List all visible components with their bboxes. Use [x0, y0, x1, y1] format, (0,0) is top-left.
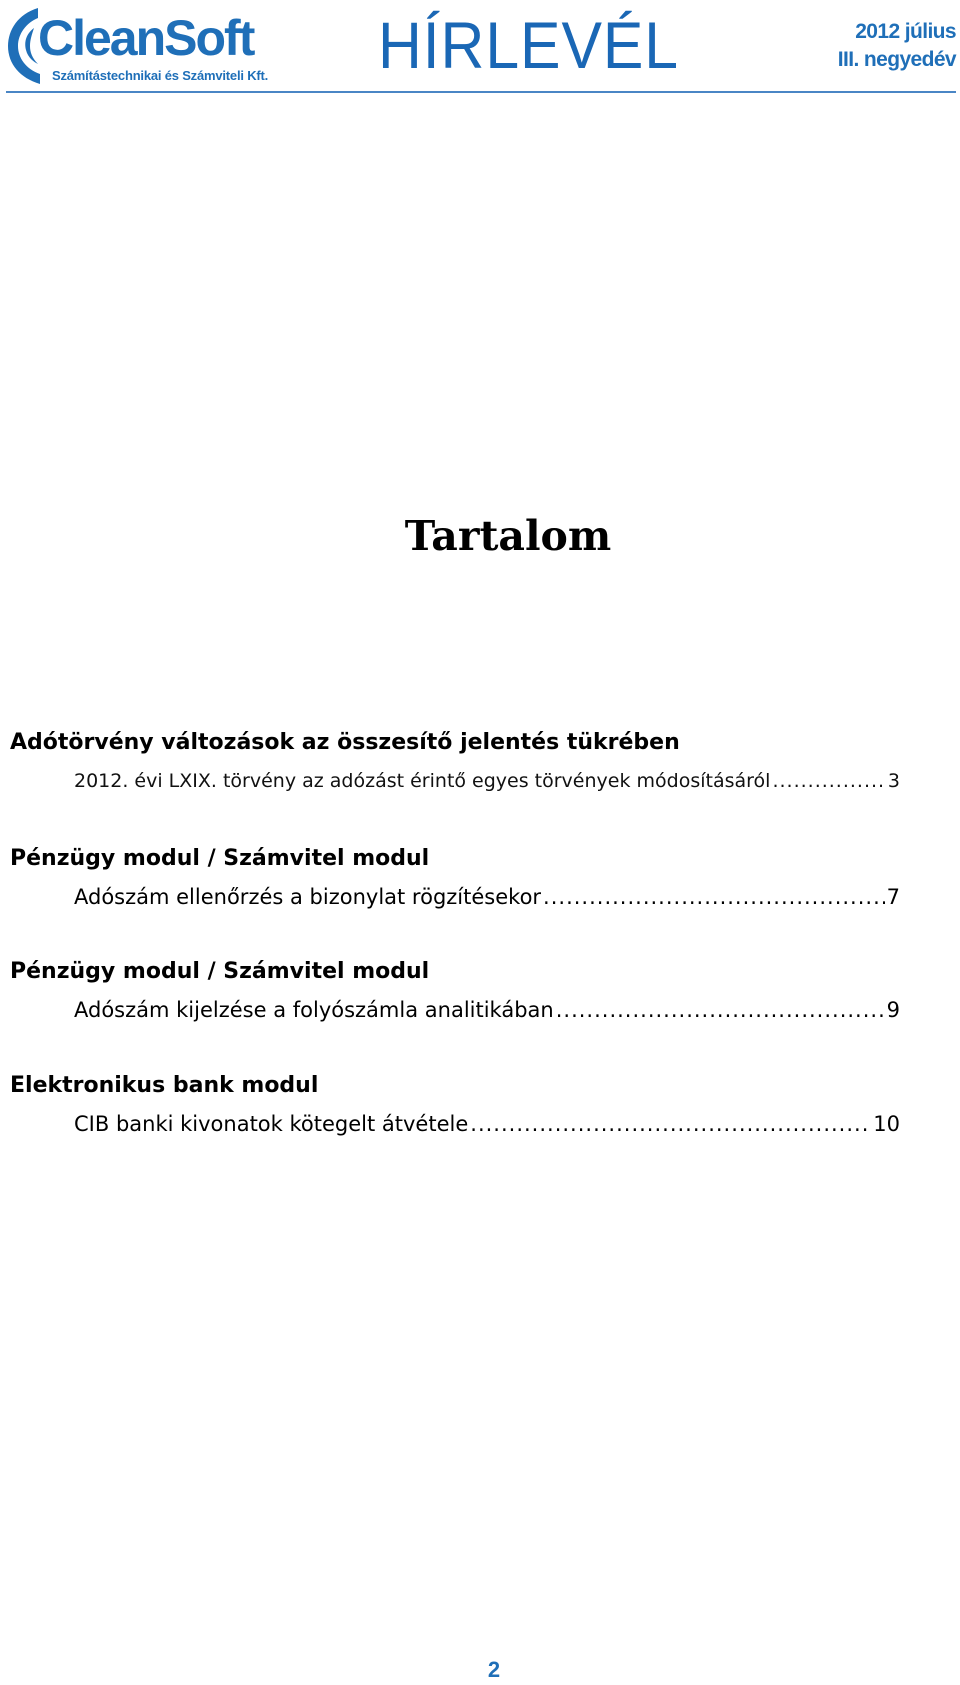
page-title: Tartalom: [404, 512, 612, 560]
toc-entry-title: 2012. évi LXIX. törvény az adózást érintő egyes törvények módosításáról: [74, 770, 771, 792]
toc-entry-title: Adószám ellenőrzés a bizonylat rögzítésekor: [74, 885, 542, 909]
cleansoft-logo: [4, 4, 274, 88]
newsletter-title: HÍRLEVÉL: [378, 8, 679, 82]
toc-section-heading: Adótörvény változások az összesítő jelentés tükrében: [10, 730, 680, 755]
page-number: 2: [487, 1657, 501, 1682]
toc-page-number: 9: [886, 998, 900, 1022]
toc-entry-link[interactable]: [74, 766, 900, 796]
toc-dot-leader: [556, 995, 885, 1025]
toc-section-heading: Elektronikus bank modul: [10, 1073, 319, 1098]
toc-section: [10, 1071, 900, 1139]
header-divider: [6, 91, 956, 93]
logo-wordmark: CleanSoft: [38, 10, 254, 66]
toc-section: [10, 728, 900, 796]
toc-entry-title: Adószám kijelzése a folyószámla analitikában: [74, 998, 554, 1022]
toc-dot-leader: [543, 882, 885, 912]
newsletter-header: [0, 0, 960, 96]
toc-entry-link[interactable]: [74, 882, 900, 912]
toc-entry-link[interactable]: [74, 1109, 900, 1139]
toc-section-heading: Pénzügy modul / Számvitel modul: [10, 846, 430, 871]
toc-section: [10, 844, 900, 912]
edition-info: [838, 18, 956, 74]
logo-subtitle: Számítástechnikai és Számviteli Kft.: [52, 68, 269, 83]
toc-entry-link[interactable]: [74, 995, 900, 1025]
toc-page-number: 10: [873, 1112, 900, 1136]
toc-page-number: 7: [886, 885, 900, 909]
toc-section-heading: Pénzügy modul / Számvitel modul: [10, 959, 430, 984]
edition-date: 2012 július: [855, 20, 956, 43]
toc-dot-leader: [470, 1109, 871, 1139]
toc-section: [10, 957, 900, 1025]
toc-page-number: 3: [887, 770, 900, 792]
toc-entry-title: CIB banki kivonatok kötegelt átvétele: [74, 1112, 469, 1136]
edition-quarter: III. negyedév: [837, 48, 956, 71]
toc-dot-leader: [772, 766, 885, 796]
